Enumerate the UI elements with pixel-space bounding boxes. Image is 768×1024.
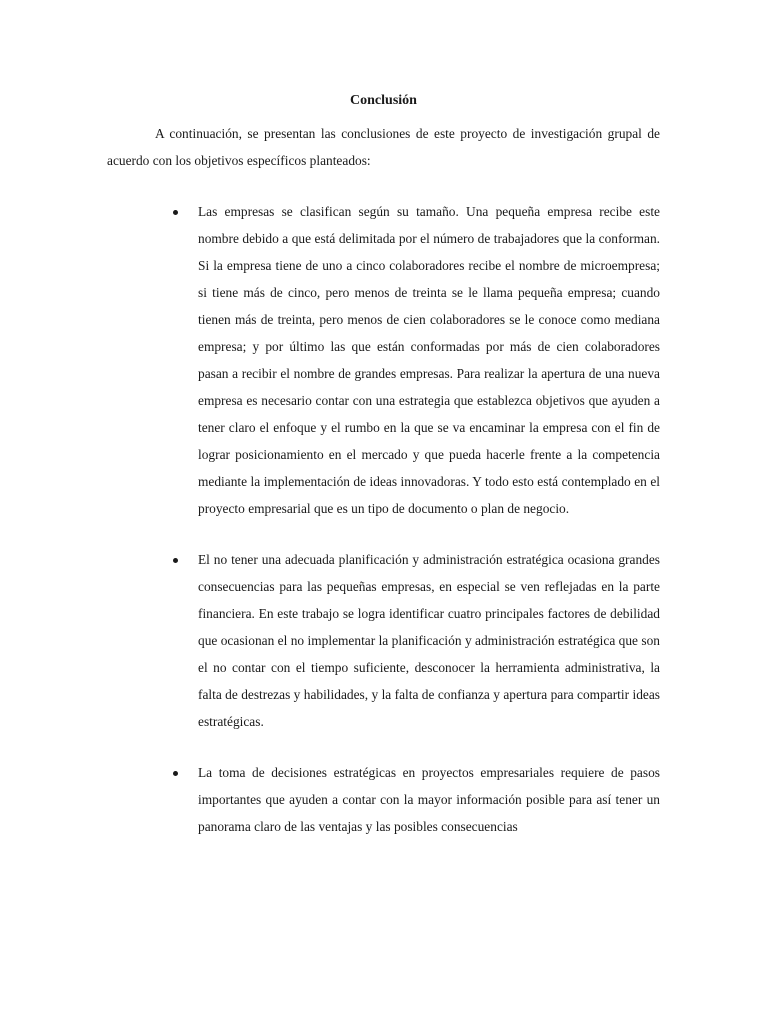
- conclusion-list: [107, 198, 660, 840]
- list-item-text: El no tener una adecuada planificación y administración estratégica ocasiona grandes consecuencias para las pequeñas empresas, en especial se ven reflejadas en la parte financiera. En este trabajo se logra identificar cuatro principales factores de debilidad que ocasionan el no implementar la planificación y administración estratégica que son el no contar con el tiempo suficiente, desconocer la herramienta administrativa, la falta de destrezas y habilidades, y la falta de confianza y apertura para compartir ideas estratégicas.: [198, 552, 660, 729]
- list-item: [107, 198, 660, 522]
- intro-paragraph: A continuación, se presentan las conclusiones de este proyecto de investigación grupal de acuerdo con los objetivos específicos planteados:: [107, 126, 660, 168]
- list-item-text: La toma de decisiones estratégicas en proyectos empresariales requiere de pasos importantes que ayuden a contar con la mayor información posible para así tener un panorama claro de las ventajas y las posibles consecuencias: [198, 765, 660, 834]
- list-item-text: Las empresas se clasifican según su tamaño. Una pequeña empresa recibe este nombre debido a que está delimitada por el número de trabajadores que la conforman. Si la empresa tiene de uno a cinco colaboradores recibe el nombre de microempresa; si tiene más de cinco, pero menos de treinta se le llama pequeña empresa; cuando tienen más de treinta, pero menos de cien colaboradores se le conoce como mediana empresa; y por último las que están conformadas por más de cien colaboradores pasan a recibir el nombre de grandes empresas. Para realizar la apertura de una nueva empresa es necesario contar con una estrategia que establezca objetivos que ayuden a tener claro el enfoque y el rumbo en la que se va encaminar la empresa con el fin de lograr posicionamiento en el mercado y que pueda hacerle frente a la competencia mediante la implementación de ideas innovadoras. Y todo esto está contemplado en el proyecto empresarial que es un tipo de documento o plan de negocio.: [198, 204, 660, 516]
- bullet-icon: [173, 771, 178, 776]
- bullet-icon: [173, 558, 178, 563]
- list-item: [107, 546, 660, 735]
- list-item: [107, 759, 660, 840]
- bullet-icon: [173, 210, 178, 215]
- page-title: Conclusión: [350, 93, 417, 108]
